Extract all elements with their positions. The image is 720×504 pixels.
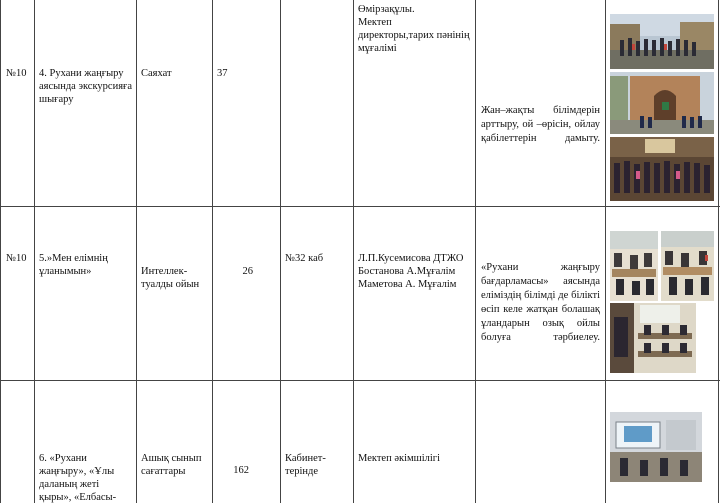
number-cell [6, 67, 34, 80]
game-photo-right [661, 231, 714, 301]
participant-count: 26 [242, 266, 253, 277]
event-place: №32 каб [285, 253, 324, 264]
responsible-text: Өмірзақұлы. Мектеп директоры,тарих пәнінің мұғалімі [358, 4, 470, 54]
event-form: Саяхат [141, 68, 172, 79]
column-divider [212, 0, 213, 503]
row-number: №10 [6, 68, 27, 79]
responsible-text: Мектеп әкімшілігі [358, 453, 441, 464]
event-goal: «Рухани жаңғыру бағдарламасы» аясында еліміздің білімді де білікті өсіп келе жатқан болашақ ұландарын озық ойлы болуға тәрбиелеу. [481, 262, 600, 343]
event-place: Кабинет-терінде [285, 453, 326, 477]
goal-cell [481, 104, 600, 146]
responsible-cell [358, 252, 472, 291]
column-divider [353, 0, 354, 503]
excursion-photo-indoor [610, 137, 714, 201]
row-divider [0, 206, 720, 207]
table-border-left [0, 0, 1, 503]
table-border-right [718, 0, 719, 503]
number-cell [6, 252, 34, 265]
column-divider [34, 0, 35, 503]
column-divider [475, 0, 476, 503]
form-cell [141, 67, 209, 80]
event-goal: Жан–жақты білімдерін арттыру, ой –өрісін, ойлау қабілеттерін дамыту. [481, 105, 600, 144]
row-divider [0, 380, 720, 381]
place-cell [285, 452, 351, 478]
count-cell [217, 265, 253, 278]
form-cell [141, 452, 209, 478]
event-title: 6. «Рухани жаңғыру», «Ұлы даланың жеті қыры», «Елбасы- [39, 453, 117, 503]
excursion-photo-group [610, 14, 714, 69]
open-class-photo [610, 412, 702, 482]
goal-cell [481, 261, 600, 345]
count-cell [217, 67, 277, 80]
responsible-cell [358, 452, 472, 465]
game-photo-classroom [610, 303, 696, 373]
column-divider [280, 0, 281, 503]
place-cell [285, 252, 351, 265]
event-title: 5.»Мен елімнің ұланымын» [39, 253, 108, 277]
event-cell [39, 67, 133, 106]
participant-count: 37 [217, 68, 228, 79]
row-number: №10 [6, 253, 27, 264]
game-photo-left [610, 231, 658, 301]
responsible-text: Л.П.Кусемисова ДТЖО Бостанова А.Мұғалім Маметова А. Мұғалім [358, 253, 464, 290]
excursion-photo-building [610, 72, 714, 134]
event-cell [39, 252, 133, 278]
count-cell [217, 464, 249, 477]
column-divider [605, 0, 606, 503]
event-cell [39, 452, 133, 504]
event-title: 4. Рухани жаңғыру аясында экскурсияға шығару [39, 68, 132, 105]
form-cell [141, 265, 209, 291]
event-form: Ашық сынып сағаттары [141, 453, 202, 477]
event-form: Интеллек-туалды ойын [141, 266, 200, 290]
column-divider [136, 0, 137, 503]
responsible-cell-top [358, 3, 470, 55]
participant-count: 162 [233, 465, 249, 476]
